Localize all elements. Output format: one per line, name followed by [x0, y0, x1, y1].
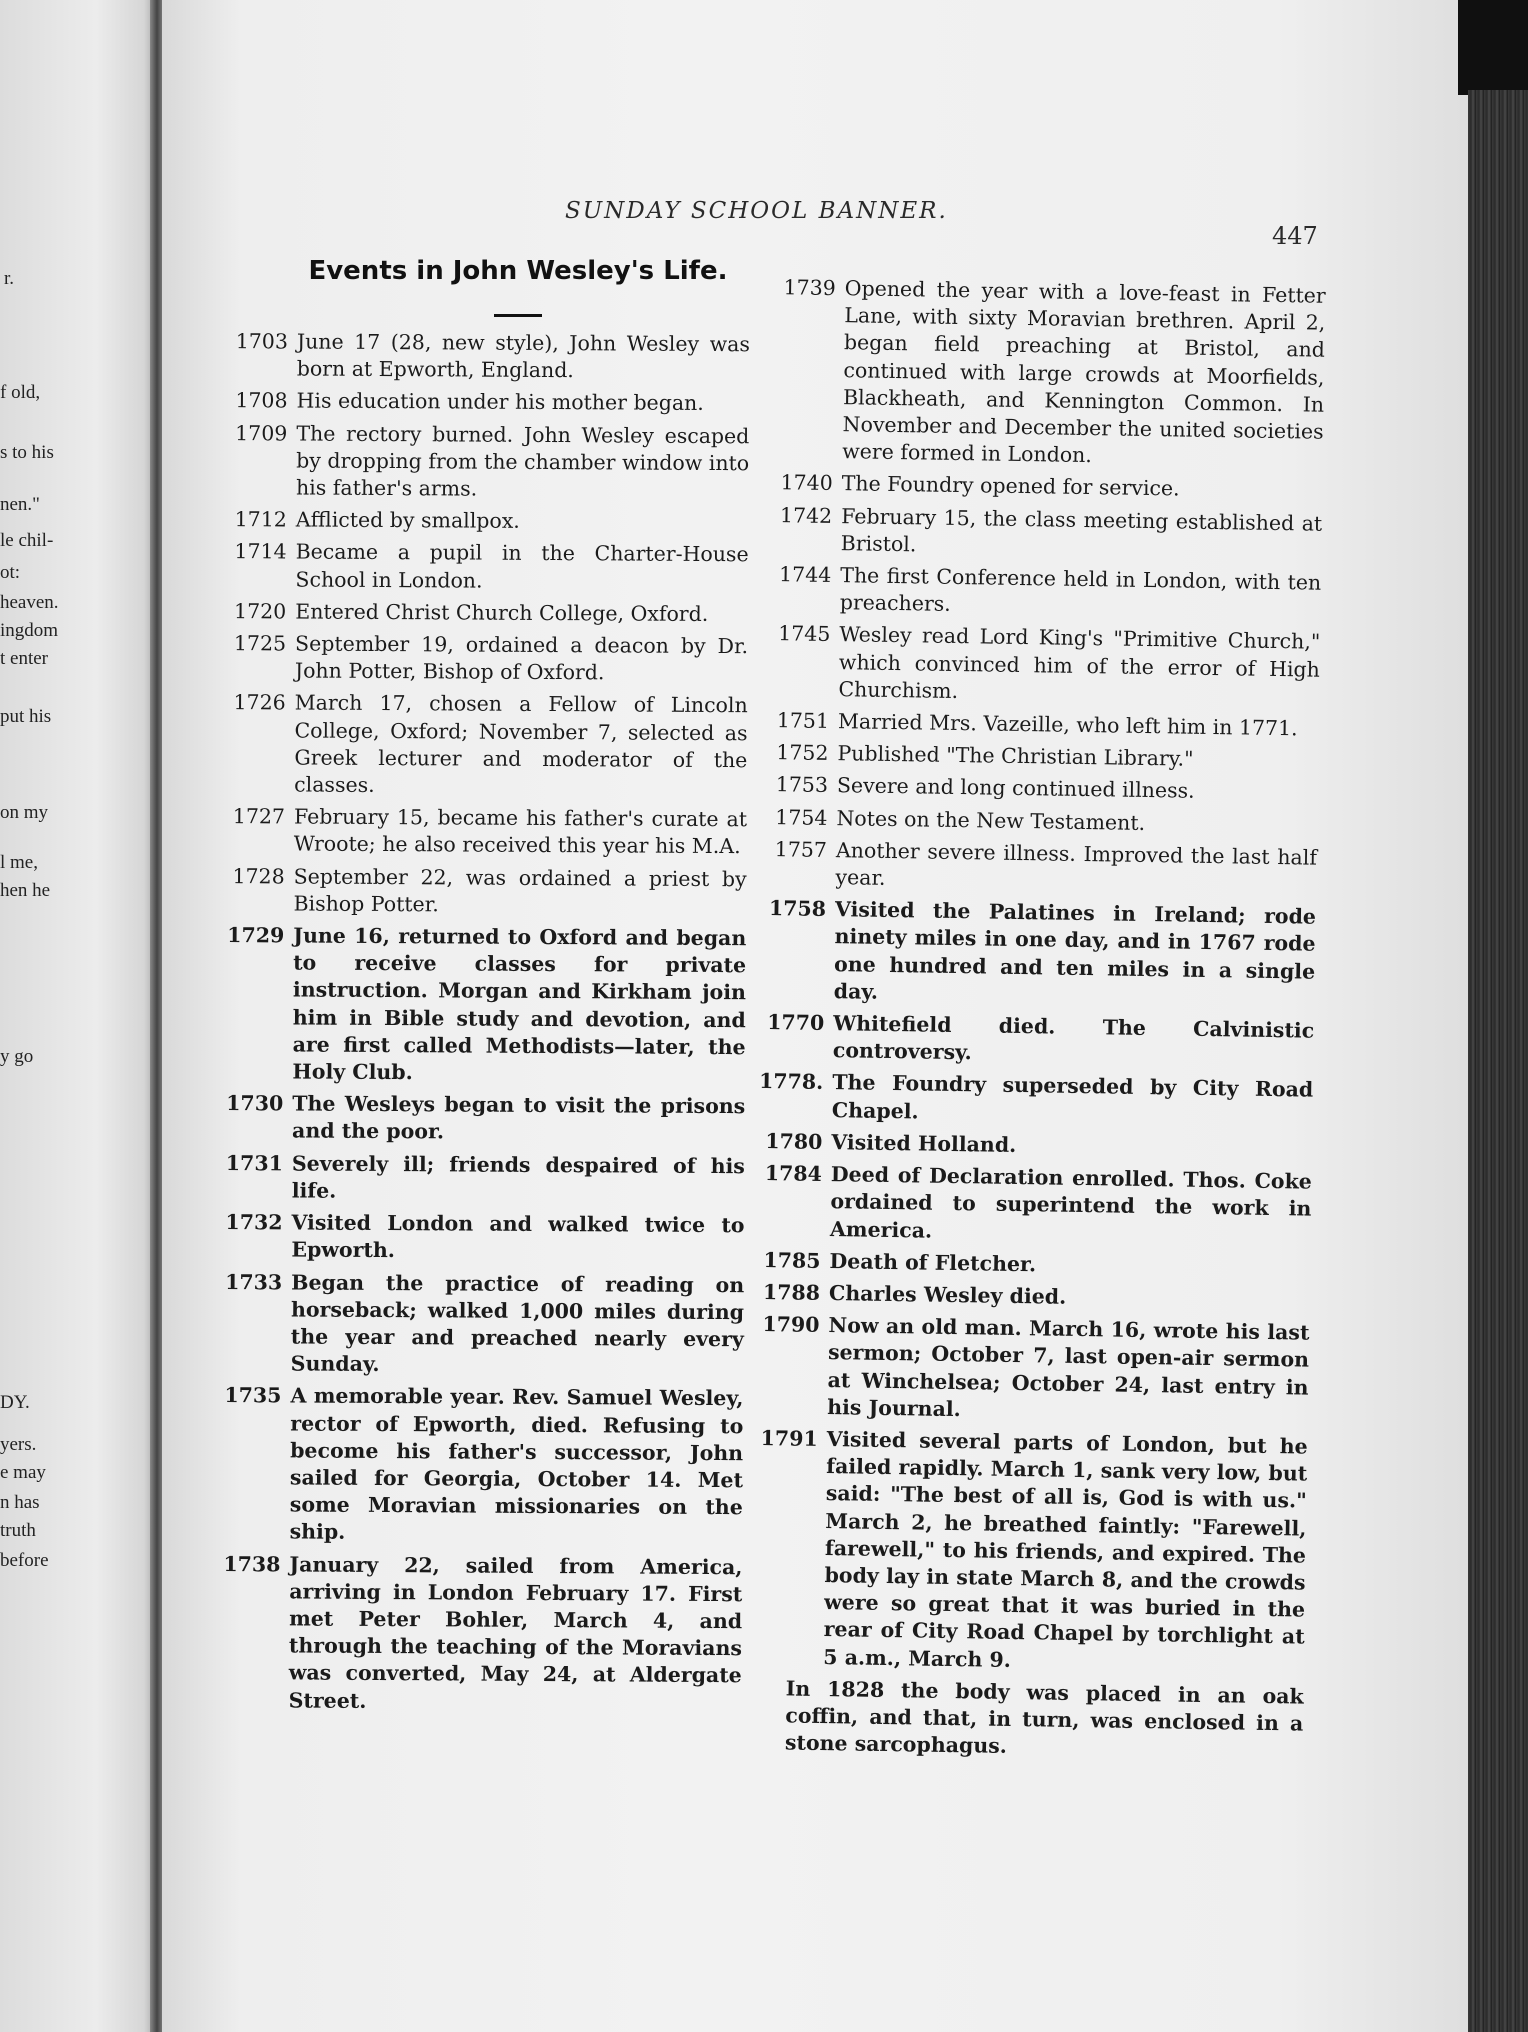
entry-year: 1753 [775, 772, 829, 798]
facing-page-text: nen." [0, 494, 40, 515]
entry-year: 1744 [778, 562, 832, 588]
facing-page-text: e may [0, 1462, 46, 1483]
book-page-edges [1468, 90, 1528, 2032]
timeline-entry [217, 922, 746, 1088]
facing-page-text: heaven. [0, 592, 59, 613]
timeline-entry [220, 598, 748, 628]
timeline-entry [762, 739, 1318, 775]
timeline-entry [765, 561, 1322, 624]
timeline-entry [216, 1268, 745, 1380]
entry-text: The first Conference held in London, with ten preachers. [839, 563, 1322, 617]
facing-page-text: DY. [0, 1392, 30, 1413]
page-number: 447 [1272, 222, 1318, 250]
timeline-entry [763, 707, 1319, 743]
entry-year: 1727 [232, 804, 286, 829]
timeline-entry [218, 863, 746, 921]
left-column [214, 328, 750, 1722]
facing-page-text: hen he [0, 880, 51, 901]
entry-text: Published "The Christian Library." [837, 741, 1194, 771]
timeline-entry [754, 1279, 1310, 1315]
timeline-entry [217, 1090, 745, 1148]
entry-text: September 19, ordained a deacon by Dr. John Potter, Bishop of Oxford. [294, 631, 749, 685]
entry-text: January 22, sailed from America, arriving in London February 17. First met Peter Bohler, March 4, and through the teaching of the Moravians was converted, May 24, at Aldergate Street. [288, 1551, 743, 1713]
entry-year: 1726 [233, 690, 286, 715]
entry-year: 1714 [234, 539, 287, 564]
timeline-entry [219, 689, 748, 801]
facing-page-text: ot: [0, 562, 21, 583]
facing-page-text: yers. [0, 1434, 37, 1455]
timeline-entry [217, 1150, 745, 1208]
entry-year: 1733 [225, 1269, 283, 1294]
timeline-entry [221, 420, 749, 505]
right-column [747, 274, 1326, 1765]
entry-year: 1720 [234, 598, 287, 624]
facing-page-text: ingdom [0, 620, 59, 641]
entry-year: 1712 [234, 507, 287, 532]
timeline-entry [219, 803, 747, 861]
entry-year: 1732 [225, 1210, 283, 1235]
timeline-entry [221, 506, 749, 536]
entry-year: 1785 [763, 1247, 821, 1273]
entry-text: Began the practice of reading on horseback; walked 1,000 miles during the year and preached nearly every Sunday. [290, 1269, 745, 1377]
entry-year: 1790 [762, 1312, 820, 1338]
entry-year: 1730 [226, 1091, 284, 1116]
entry-text: Charles Wesley died. [828, 1280, 1067, 1309]
entry-text: February 15, the class meeting established at Bristol. [840, 503, 1323, 557]
entry-year: 1758 [768, 896, 827, 922]
entry-year: 1751 [776, 708, 830, 734]
timeline-entry [767, 274, 1326, 473]
timeline-entry [216, 1209, 744, 1267]
entry-text: Visited the Palatines in Ireland; rode ninety miles in one day, and in 1767 rode one hundred and ten miles in a single day. [833, 897, 1317, 1004]
entry-year: 1778. [758, 1069, 824, 1095]
entry-text: September 22, was ordained a priest by Bishop Potter. [293, 864, 747, 917]
entry-text: Whitefield died. The Calvinistic controversy. [832, 1011, 1315, 1065]
running-head: SUNDAY SCHOOL BANNER. [565, 198, 948, 224]
entry-text: Severely ill; friends despaired of his life. [291, 1151, 745, 1203]
entry-text: His education under his mother began. [296, 388, 704, 416]
entry-year: 1731 [225, 1150, 283, 1176]
entry-year: 1738 [223, 1551, 281, 1576]
title-rule [494, 314, 542, 317]
timeline-entry [766, 502, 1323, 565]
entry-text: Visited Holland. [831, 1129, 1017, 1157]
entry-year: 1728 [232, 863, 285, 889]
timeline-entry [214, 1551, 743, 1717]
entry-text: June 16, returned to Oxford and began to receive classes for private instruction. Morgan and Kirkham join him in Bible study and devotion, and are first called Methodists—later, the Holy Club. [292, 923, 747, 1085]
facing-page-text: s to his [0, 442, 54, 463]
book-edge-top [1458, 0, 1528, 95]
facing-page-text: truth [0, 1520, 36, 1541]
timeline-entry [754, 1247, 1310, 1283]
entry-text: The Foundry superseded by City Road Chapel. [831, 1070, 1314, 1124]
timeline-entry [752, 1311, 1310, 1429]
entry-year: 1725 [233, 631, 287, 656]
facing-page-text: y go [0, 1046, 34, 1067]
entry-year: 1788 [762, 1279, 821, 1305]
facing-page-text: l me, [0, 852, 38, 873]
entry-year: 1742 [779, 502, 833, 528]
entry-year: 1729 [227, 923, 285, 948]
timeline-entry [758, 1009, 1315, 1072]
facing-page-text: f old, [0, 382, 41, 403]
entry-year: 1784 [764, 1161, 823, 1187]
facing-page-text: n has [0, 1492, 40, 1513]
timeline-entry [767, 469, 1323, 505]
timeline-entry [757, 1068, 1314, 1131]
entry-text: Deed of Declaration enrolled. Thos. Coke ordained to superintend the work in America. [829, 1162, 1312, 1243]
entry-text: Opened the year with a love-feast in Fetter Lane, with sixty Moravian brethren. April 2, began field preaching at Bristol, and continued with large crowds at Moorfields, Blackheath, and Kennington Common. In November and December the united societies were formed in London. [842, 276, 1326, 468]
facing-page-text: t enter [0, 648, 49, 669]
entry-year: 1754 [775, 804, 828, 830]
entry-year: 1708 [235, 388, 288, 413]
entry-text: Notes on the New Testament. [836, 805, 1146, 835]
timeline-entry [220, 538, 748, 596]
facing-page-text: on my [0, 802, 49, 823]
entry-text: The rectory burned. John Wesley escaped by dropping from the chamber window into his father's arms. [295, 421, 750, 501]
entry-year: 1703 [235, 329, 288, 354]
entry-text: A memorable year. Rev. Samuel Wesley, rector of Epworth, died. Refusing to become his father's successor, John sailed for Georgia, October 14. Met some Moravian missionaries on the ship. [289, 1383, 744, 1545]
entry-year: 1709 [235, 420, 288, 446]
entry-text: Now an old man. March 16, wrote his last sermon; October 7, last open-air sermon at Winchelsea; October 24, last entry in his Journal. [827, 1313, 1310, 1421]
section-title: Events in John Wesley's Life. [308, 256, 728, 286]
entry-text: Severe and long continued illness. [836, 773, 1195, 804]
timeline-entry [756, 1128, 1312, 1164]
entry-text: The Wesleys began to visit the prisons and the poor. [292, 1091, 746, 1144]
timeline-entry [760, 836, 1317, 899]
entry-year: 1757 [774, 837, 828, 862]
timeline-entry [763, 620, 1320, 710]
entry-text: February 15, became his father's curate at Wroote; he also received this year his M.A. [293, 804, 748, 859]
entry-text: March 17, chosen a Fellow of Lincoln College, Oxford; November 7, selected as Greek lecturer and moderator of the classes. [294, 690, 748, 797]
timeline-entry [755, 1160, 1312, 1250]
timeline-entry [759, 895, 1317, 1013]
entry-text: Entered Christ Church College, Oxford. [295, 599, 709, 626]
entry-year: 1780 [765, 1128, 823, 1154]
timeline-entry [215, 1382, 744, 1548]
entry-text: The Foundry opened for service. [841, 471, 1180, 501]
entry-year: 1745 [777, 621, 831, 647]
facing-page-fragment [0, 0, 160, 2032]
entry-text: Wesley read Lord King's "Primitive Church," which convinced him of the error of High Churchism. [838, 622, 1321, 703]
facing-page-text: le chil- [0, 530, 54, 551]
entry-text: Death of Fletcher. [829, 1248, 1037, 1277]
timeline-entry [762, 771, 1318, 807]
timeline-entry [761, 804, 1317, 840]
entry-text: Became a pupil in the Charter-House School in London. [295, 539, 749, 593]
entry-text: Afflicted by smallpox. [295, 507, 520, 534]
entry-text: Another severe illness. Improved the last half year. [835, 837, 1318, 890]
timeline-entry [222, 328, 750, 386]
entry-text: June 17 (28, new style), John Wesley was born at Epworth, England. [296, 329, 750, 383]
closing-note: In 1828 the body was placed in an oak coffin, and that, in turn, was enclosed in a stone sarcophagus. [784, 1676, 1304, 1759]
entry-text: Visited several parts of London, but he failed rapidly. March 1, sank very low, but said: "The best of all is, God is with us." March 2, he breathed faintly: "Farewell, farewell," to his friends, and expired. The body lay in state March 8, and the crowds were so great that it was buried in the rear of City Road Chapel by torchlight at 5 a.m., March 9. [823, 1426, 1308, 1672]
entry-year: 1740 [780, 470, 833, 496]
entry-year: 1791 [760, 1425, 818, 1451]
facing-page-text: r. [4, 268, 15, 289]
facing-page-text: before [0, 1550, 49, 1571]
entry-text: Married Mrs. Vazeille, who left him in 1771. [837, 709, 1298, 741]
facing-page-text: put his [0, 706, 52, 727]
timeline-entry [748, 1425, 1308, 1679]
entry-year: 1735 [224, 1383, 282, 1408]
entry-text: Visited London and walked twice to Epworth. [291, 1210, 745, 1263]
entry-year: 1739 [783, 275, 836, 301]
timeline-entry [220, 630, 748, 688]
entry-year: 1770 [766, 1010, 825, 1036]
timeline-entry [221, 387, 749, 417]
entry-year: 1752 [776, 740, 829, 766]
